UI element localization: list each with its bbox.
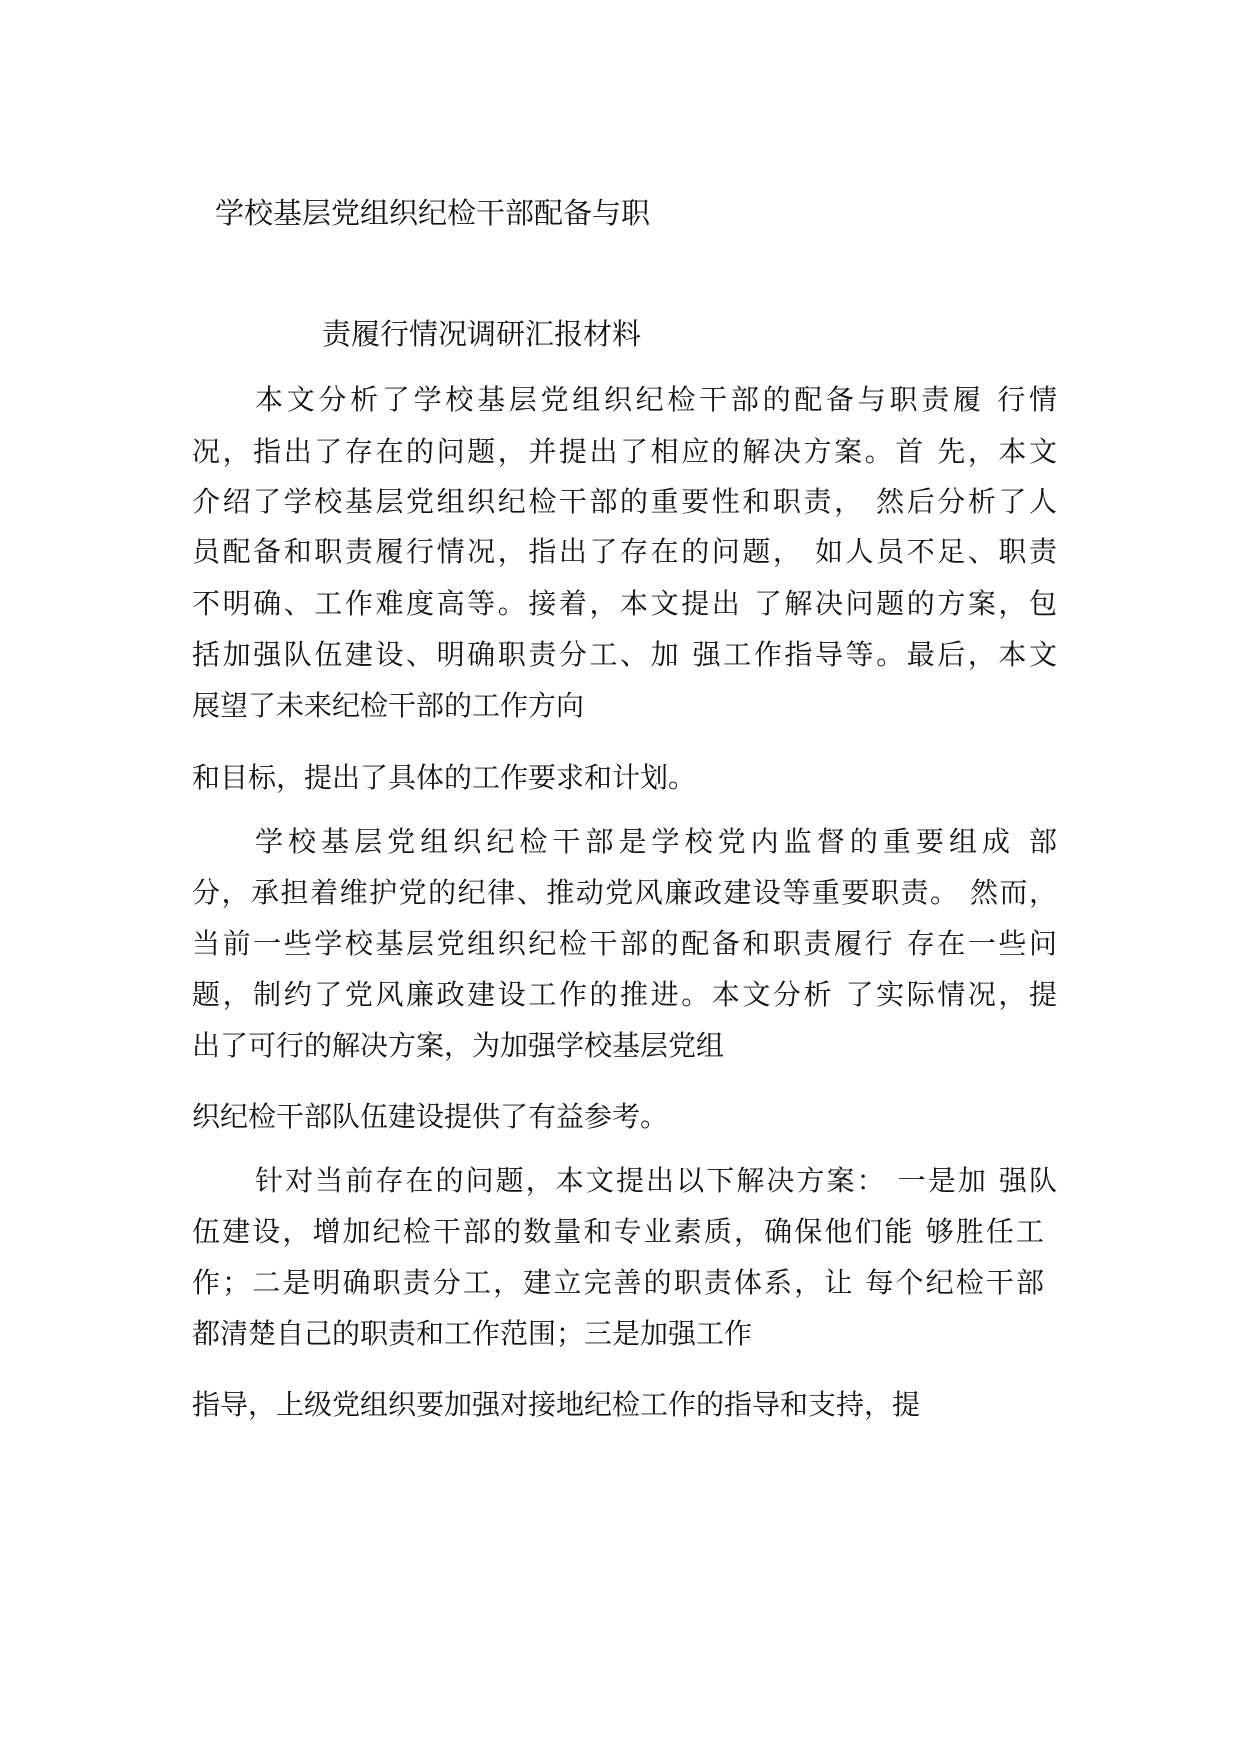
paragraph-3-line-2: 分，承担着维护党的纪律、推动党风廉政建设等重要职责。 然而， <box>192 876 1057 909</box>
title-line-2: 责履行情况调研汇报材料 <box>322 317 642 351</box>
paragraph-5-line-3: 作；二是明确职责分工，建立完善的职责体系，让 每个纪检干部 <box>192 1266 1044 1299</box>
paragraph-1-line-1: 本文分析了学校基层党组织纪检干部的配备与职责履 行情 <box>255 383 1057 416</box>
paragraph-5-line-2: 伍建设，增加纪检干部的数量和专业素质，确保他们能 够胜任工 <box>192 1215 1044 1248</box>
paragraph-1-line-6: 括加强队伍建设、明确职责分工、加 强工作指导等。最后，本文 <box>192 638 1057 671</box>
paragraph-3-line-1: 学校基层党组织纪检干部是学校党内监督的重要组成 部 <box>255 825 1057 858</box>
paragraph-3-line-4: 题，制约了党风廉政建设工作的推进。本文分析 了实际情况，提 <box>192 978 1057 1011</box>
paragraph-4-line-1: 织纪检干部队伍建设提供了有益参考。 <box>192 1100 669 1133</box>
paragraph-5-line-4: 都清楚自己的职责和工作范围；三是加强工作 <box>192 1317 753 1350</box>
paragraph-6-line-1: 指导，上级党组织要加强对接地纪检工作的指导和支持，提 <box>192 1388 921 1421</box>
paragraph-1-line-4: 员配备和职责履行情况，指出了存在的问题， 如人员不足、职责 <box>192 535 1057 568</box>
paragraph-5-line-1: 针对当前存在的问题，本文提出以下解决方案： 一是加 强队 <box>255 1164 1057 1197</box>
paragraph-1-line-2: 况，指出了存在的问题，并提出了相应的解决方案。首 先，本文 <box>192 435 1057 468</box>
paragraph-1-line-3: 介绍了学校基层党组织纪检干部的重要性和职责， 然后分析了人 <box>192 485 1057 518</box>
paragraph-1-line-5: 不明确、工作难度高等。接着，本文提出 了解决问题的方案，包 <box>192 587 1057 620</box>
paragraph-3-line-3: 当前一些学校基层党组织纪检干部的配备和职责履行 存在一些问 <box>192 927 1057 960</box>
paragraph-2-line-1: 和目标，提出了具体的工作要求和计划。 <box>192 761 697 794</box>
paragraph-1-line-7: 展望了未来纪检干部的工作方向 <box>192 689 585 722</box>
paragraph-3-line-5: 出了可行的解决方案，为加强学校基层党组 <box>192 1029 725 1062</box>
title-line-1: 学校基层党组织纪检干部配备与职 <box>215 196 651 230</box>
